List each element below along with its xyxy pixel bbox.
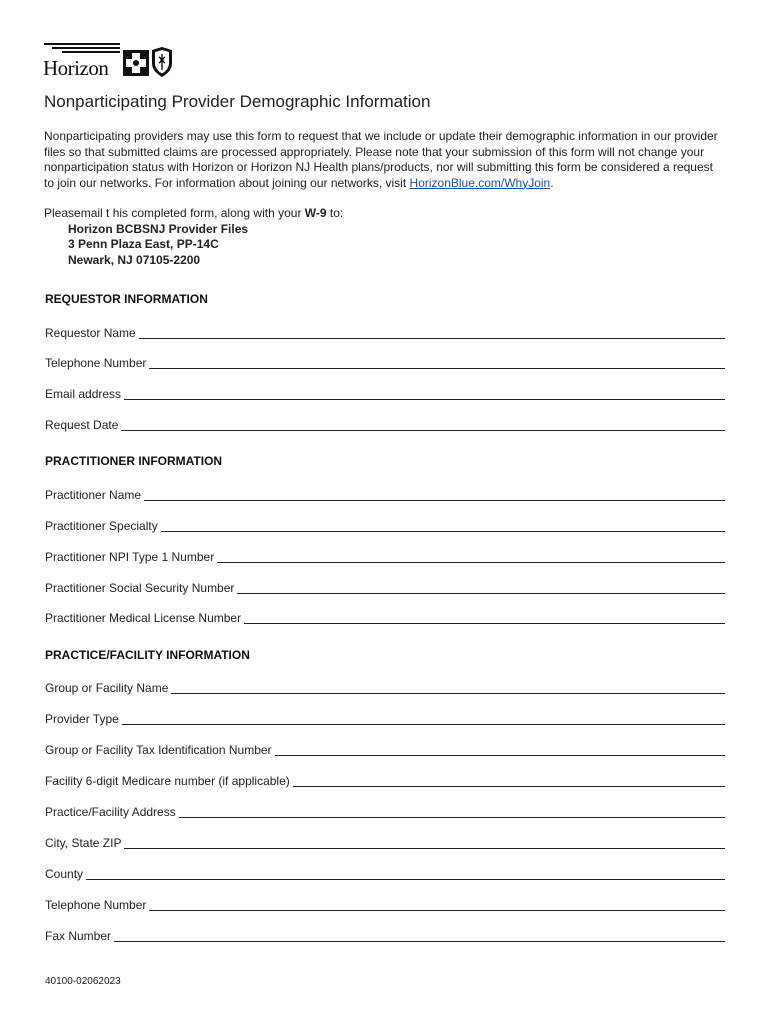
practitioner-license-field[interactable] — [45, 609, 725, 625]
section-heading-practitioner: PRACTITIONER INFORMATION — [45, 454, 223, 468]
field-label: Practitioner Social Security Number — [45, 581, 235, 595]
blue-cross-icon — [123, 50, 149, 76]
blue-shield-icon — [150, 47, 174, 77]
facility-tax-id-field[interactable] — [45, 741, 725, 757]
input-line[interactable] — [122, 711, 725, 725]
address-line-3: Newark, NJ 07105-2200 — [68, 252, 201, 267]
mail-prefix: Pleasemail t his completed form, along with your — [44, 206, 305, 220]
field-label: Request Date — [45, 418, 119, 432]
requestor-name-field[interactable] — [45, 324, 725, 340]
input-line[interactable] — [244, 610, 725, 624]
field-label: Practitioner Medical License Number — [45, 611, 242, 625]
provider-type-field[interactable] — [45, 710, 725, 726]
county-field[interactable] — [45, 865, 725, 881]
why-join-link[interactable]: HorizonBlue.com/WhyJoin — [409, 175, 551, 190]
intro-paragraph — [44, 129, 724, 191]
page-title: Nonparticipating Provider Demographic Information — [44, 92, 431, 111]
practitioner-npi-field[interactable] — [45, 548, 725, 564]
field-label: Requestor Name — [45, 326, 136, 340]
input-line[interactable] — [149, 355, 725, 369]
input-line[interactable] — [144, 487, 725, 501]
intro-end: . — [550, 175, 554, 190]
input-line[interactable] — [179, 804, 725, 818]
logo-wordmark: Horizon — [43, 56, 109, 80]
requestor-telephone-field[interactable] — [45, 354, 725, 370]
field-label: Telephone Number — [45, 898, 147, 912]
field-label: County — [45, 867, 84, 881]
input-line[interactable] — [139, 325, 725, 339]
input-line[interactable] — [171, 680, 725, 694]
field-label: Practitioner Specialty — [45, 519, 158, 533]
medicare-number-field[interactable] — [45, 772, 725, 788]
section-heading-requestor: REQUESTOR INFORMATION — [45, 292, 208, 306]
facility-name-field[interactable] — [45, 679, 725, 695]
input-line[interactable] — [237, 580, 725, 594]
field-label: Email address — [45, 387, 122, 401]
input-line[interactable] — [124, 835, 725, 849]
city-state-zip-field[interactable] — [45, 834, 725, 850]
field-label: Facility 6-digit Medicare number (if applicable) — [45, 774, 290, 788]
field-label: Telephone Number — [45, 356, 147, 370]
w9-label: W-9 — [304, 206, 327, 220]
section-heading-facility: PRACTICE/FACILITY INFORMATION — [45, 648, 250, 662]
input-line[interactable] — [114, 928, 725, 942]
input-line[interactable] — [293, 773, 725, 787]
mail-suffix: to: — [326, 206, 344, 220]
address-line-2: 3 Penn Plaza East, PP-14C — [68, 237, 219, 251]
field-label: Provider Type — [45, 712, 119, 726]
request-date-field[interactable] — [45, 416, 725, 432]
input-line[interactable] — [217, 549, 725, 563]
form-code: 40100-02062023 — [45, 976, 121, 987]
facility-telephone-field[interactable] — [45, 896, 725, 912]
fax-number-field[interactable] — [45, 927, 725, 943]
practitioner-specialty-field[interactable] — [45, 517, 725, 533]
mailing-instructions — [44, 206, 343, 268]
field-label: Group or Facility Name — [45, 681, 169, 695]
input-line[interactable] — [124, 386, 725, 400]
field-label: City, State ZIP — [45, 836, 122, 850]
address-line-1: Horizon BCBSNJ Provider Files — [68, 221, 249, 236]
facility-address-field[interactable] — [45, 803, 725, 819]
input-line[interactable] — [121, 417, 725, 431]
input-line[interactable] — [275, 742, 725, 756]
horizon-lines-icon — [42, 42, 122, 56]
practitioner-name-field[interactable] — [45, 486, 725, 502]
field-label: Practitioner NPI Type 1 Number — [45, 550, 215, 564]
field-label: Group or Facility Tax Identification Number — [45, 743, 272, 757]
field-label: Practitioner Name — [45, 488, 142, 502]
requestor-email-field[interactable] — [45, 385, 725, 401]
input-line[interactable] — [86, 866, 725, 880]
practitioner-ssn-field[interactable] — [45, 579, 725, 595]
field-label: Fax Number — [45, 929, 112, 943]
horizon-logo — [42, 42, 192, 82]
intro-text: Nonparticipating providers may use this form to request that we include or update their demographic information in our provider files so that submitted claims are processed appropriately. Please note that your submission of this form will not change your nonparticipation status with Horizon or Horizon NJ Health plans/products, nor will submitting this form be considered a request to join our networks. For information about joining our networks, visit — [44, 129, 718, 190]
field-label: Practice/Facility Address — [45, 805, 176, 819]
input-line[interactable] — [149, 897, 725, 911]
input-line[interactable] — [161, 518, 725, 532]
